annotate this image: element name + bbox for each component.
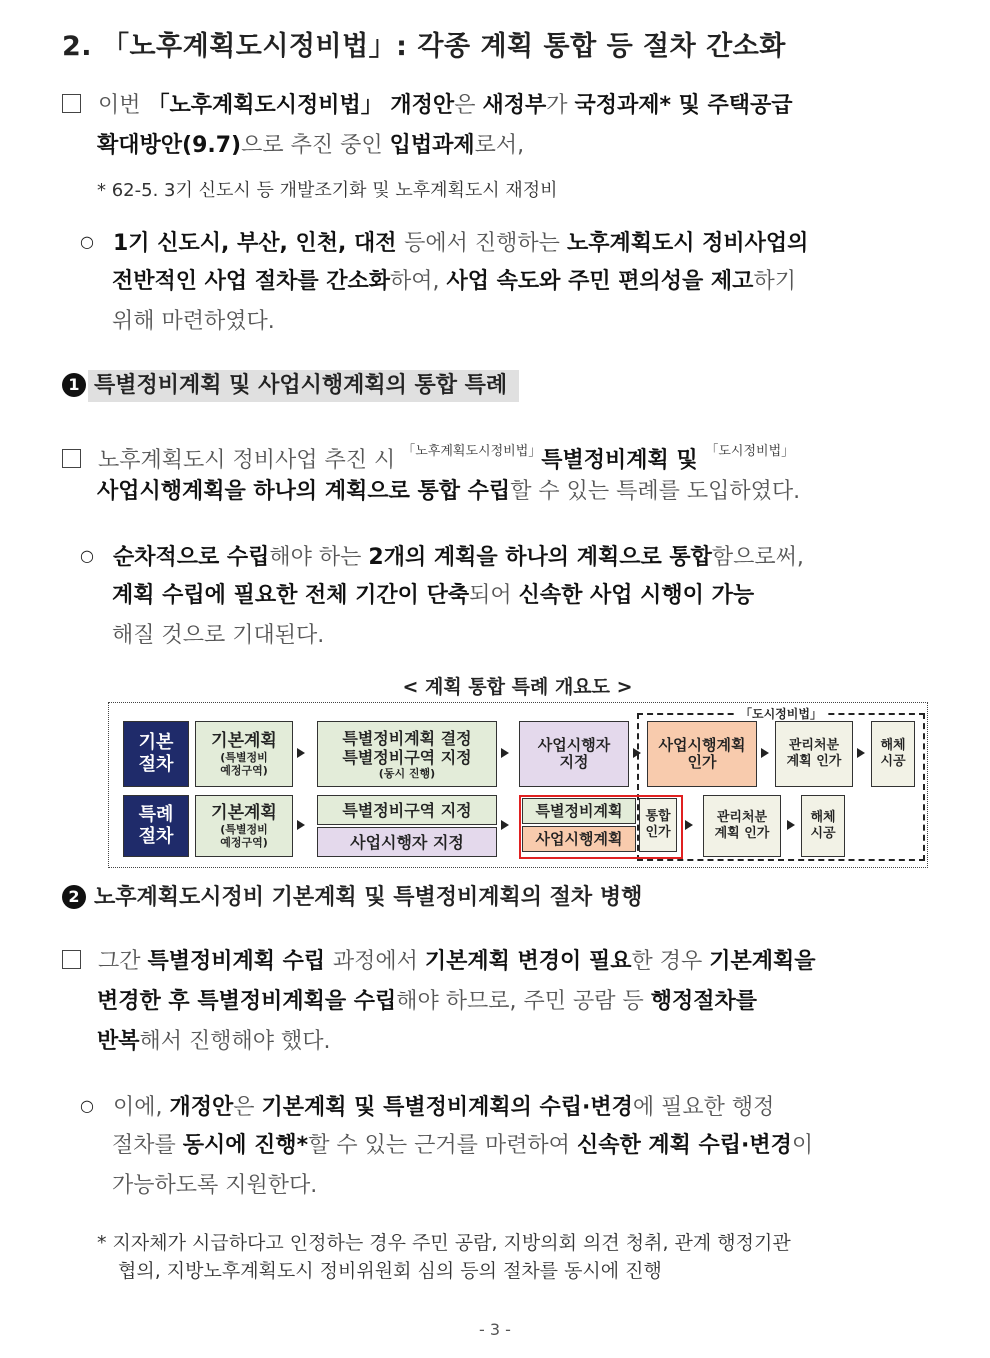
text-run: 가능하도록 지원한다.	[112, 1173, 318, 1198]
row1-special-plan-title: 특별정비계획 결정 특별정비구역 지정	[342, 728, 472, 767]
text-run: 해야 하므로, 주민 공람 등	[396, 989, 651, 1014]
text-run: 기본계획 및 특별정비계획의 수립·변경	[261, 1095, 633, 1120]
paragraph-3-line-2	[97, 472, 800, 512]
checkbox-bullet-icon	[62, 950, 81, 969]
text-run: 그간	[98, 949, 148, 974]
page-number: - 3 -	[479, 1320, 511, 1339]
text-run: 해야 하는	[269, 545, 369, 570]
text-run: 「도시정비법」	[705, 444, 795, 459]
section-1-heading	[62, 370, 507, 402]
paragraph-1-text	[98, 93, 793, 118]
urban-act-label: 「도시정비법」	[737, 705, 825, 722]
section-1-number-icon: 1	[62, 373, 86, 397]
paragraph-5-text	[98, 949, 815, 974]
paragraph-2-line-3	[112, 302, 275, 342]
circle-bullet-icon: ○	[80, 546, 94, 565]
text-run: 행정절차를	[650, 989, 758, 1014]
text-run: 기본계획 변경이 필요	[424, 949, 632, 974]
paragraph-6-line-1	[80, 1086, 774, 1128]
text-run: 기본계획을	[709, 949, 816, 974]
paragraph-3-text	[98, 444, 795, 473]
basic-procedure-label: 기본 절차	[123, 721, 189, 787]
text-run: 과정에서	[332, 949, 425, 974]
arrow-right-icon	[685, 820, 693, 830]
paragraph-4-line-2	[112, 576, 754, 616]
text-run: 사업시행계획을 하나의 계획으로 통합 수립	[97, 479, 511, 504]
text-run: 할 수 있는 근거를 마련하여	[308, 1133, 577, 1158]
text-run: 변경한 후 특별정비계획을 수립	[97, 989, 397, 1014]
paragraph-2-text	[113, 231, 808, 256]
text-run: 할 수 있는 특례를 도입하였다.	[510, 479, 801, 504]
checkbox-bullet-icon	[62, 449, 81, 468]
row1-project-plan-approval-box: 사업시행계획 인가	[647, 721, 757, 787]
paragraph-5-line-3	[97, 1022, 331, 1062]
row1-basic-plan-sub: (특별정비 예정구역)	[220, 751, 268, 777]
row1-special-plan-sub: (동시 진행)	[378, 766, 436, 780]
arrow-right-icon	[501, 820, 509, 830]
text-run: 개정안	[169, 1095, 234, 1120]
footnote-2-line-1: * 지자체가 시급하다고 인정하는 경우 주민 공람, 지방의회 의견 청취, 관계 행정기관	[97, 1232, 791, 1254]
section-2-heading	[62, 882, 642, 914]
footnote-1: * 62-5. 3기 신도시 등 개발조기화 및 노후계획도시 재정비	[97, 180, 558, 201]
paragraph-4-line-3	[112, 616, 324, 656]
text-run: 한 경우	[631, 949, 710, 974]
row2-basic-plan-sub: (특별정비 예정구역)	[220, 823, 268, 849]
row1-basic-plan-box	[195, 721, 293, 787]
row2-operator-designation-box: 사업시행자 지정	[317, 827, 497, 857]
checkbox-bullet-icon	[62, 94, 81, 113]
page-title: 2. 「노후계획도시정비법」: 각종 계획 통합 등 절차 간소화	[62, 31, 786, 62]
text-run: 해서 진행해야 했다.	[139, 1029, 331, 1054]
footnote-2-line-2: 협의, 지방노후계획도시 정비위원회 심의 등의 절차를 동시에 진행	[118, 1260, 662, 1282]
circle-bullet-icon: ○	[80, 232, 94, 251]
special-procedure-label: 특례 절차	[123, 795, 189, 857]
section-2-number-icon: 2	[62, 885, 86, 909]
text-run: 1기 신도시, 부산, 인천, 대전	[112, 231, 405, 256]
arrow-right-icon	[297, 748, 305, 758]
diagram-caption: < 계획 통합 특례 개요도 >	[402, 676, 633, 698]
text-run: 새정부	[482, 93, 547, 118]
text-run: 순차적으로 수립	[112, 545, 270, 570]
arrow-right-icon	[761, 748, 769, 758]
row1-management-disposal-box: 관리처분 계획 인가	[775, 721, 853, 787]
text-run: 신속한 계획 수립·변경	[576, 1133, 792, 1158]
arrow-right-icon	[501, 748, 509, 758]
text-run: 절차를	[112, 1133, 183, 1158]
text-run: 입법과제	[389, 133, 475, 158]
text-run: 「노후계획도시정비법」	[402, 444, 542, 459]
text-run: 확대방안(9.7)	[97, 133, 242, 158]
text-run: 이에,	[112, 1095, 170, 1120]
paragraph-5-line-1	[62, 942, 815, 982]
text-run: 해질 것으로 기대된다.	[112, 623, 325, 648]
arrow-right-icon	[787, 820, 795, 830]
text-run: 신속한 사업 시행이 가능	[518, 583, 755, 608]
text-run: 되어	[469, 583, 519, 608]
row1-demolition-box: 해체 시공	[871, 721, 915, 787]
text-run: 하기	[753, 269, 796, 294]
row1-basic-plan-title: 기본계획	[211, 731, 277, 751]
text-run: 노후계획도시 정비사업의	[566, 231, 809, 256]
text-run: 으로 추진 중인	[241, 133, 390, 158]
text-run: 이	[791, 1133, 814, 1158]
text-run: 2개의 계획을 하나의 계획으로 통합	[368, 545, 712, 570]
row1-operator-designation-box: 사업시행자 지정	[519, 721, 629, 787]
section-1-title: 특별정비계획 및 사업시행계획의 통합 특례	[94, 373, 508, 398]
text-run: 반복	[97, 1029, 140, 1054]
row2-demolition-box: 해체 시공	[801, 795, 845, 857]
paragraph-1-line-2	[97, 126, 524, 166]
text-run: 전반적인 사업 절차를 간소화	[112, 269, 391, 294]
text-run: 은	[233, 1095, 262, 1120]
row2-management-disposal-box: 관리처분 계획 인가	[703, 795, 781, 857]
circle-bullet-icon: ○	[80, 1096, 94, 1115]
row2-special-zone-box: 특별정비구역 지정	[317, 795, 497, 825]
text-run: 에 필요한 행정	[632, 1095, 775, 1120]
arrow-right-icon	[633, 748, 641, 758]
text-run: 국정과제	[574, 93, 660, 118]
text-run: 함으로써,	[711, 545, 804, 570]
row1-special-plan-box	[317, 721, 497, 787]
row2-basic-plan-box	[195, 795, 293, 857]
text-run: 로서,	[474, 133, 525, 158]
text-run: *	[659, 93, 671, 118]
text-run: 노후계획도시 정비사업 추진 시	[98, 448, 403, 473]
paragraph-2-line-2	[112, 262, 796, 302]
text-run: 「노후계획도시정비법」 개정안	[147, 93, 455, 118]
text-run: 및 주택공급	[670, 93, 793, 118]
section-2-title: 노후계획도시정비 기본계획 및 특별정비계획의 절차 병행	[94, 885, 643, 910]
row2-basic-plan-title: 기본계획	[211, 803, 277, 823]
arrow-right-icon	[297, 820, 305, 830]
paragraph-5-line-2	[97, 982, 757, 1022]
arrow-right-icon	[857, 748, 865, 758]
text-run: 은	[454, 93, 483, 118]
paragraph-4-text	[113, 545, 804, 570]
text-run: 특별정비계획 수립	[147, 949, 333, 974]
row2-integrated-approval-box: 통합 인가	[639, 798, 677, 852]
text-run: 동시에 진행	[182, 1133, 297, 1158]
text-run: 가	[546, 93, 575, 118]
paragraph-1-line-1	[62, 86, 793, 126]
paragraph-2-line-1	[80, 222, 808, 264]
paragraph-6-text	[113, 1095, 774, 1120]
paragraph-6-line-2	[112, 1126, 813, 1166]
text-run: 위해 마련하였다.	[112, 309, 275, 334]
text-run: 하여,	[390, 269, 447, 294]
text-run: *	[296, 1133, 309, 1158]
text-run: 사업 속도와 주민 편의성을 제고	[446, 269, 754, 294]
row2-special-plan-box: 특별정비계획	[522, 798, 636, 824]
text-run: 계획 수립에 필요한 전체 기간이 단축	[112, 583, 470, 608]
paragraph-4-line-1	[80, 536, 804, 578]
text-run: 등에서 진행하는	[404, 231, 567, 256]
text-run: 이번	[98, 93, 148, 118]
paragraph-6-line-3	[112, 1166, 317, 1206]
text-run: 특별정비계획 및	[541, 448, 706, 473]
row2-project-plan-box: 사업시행계획	[522, 826, 636, 852]
process-diagram	[108, 702, 928, 868]
